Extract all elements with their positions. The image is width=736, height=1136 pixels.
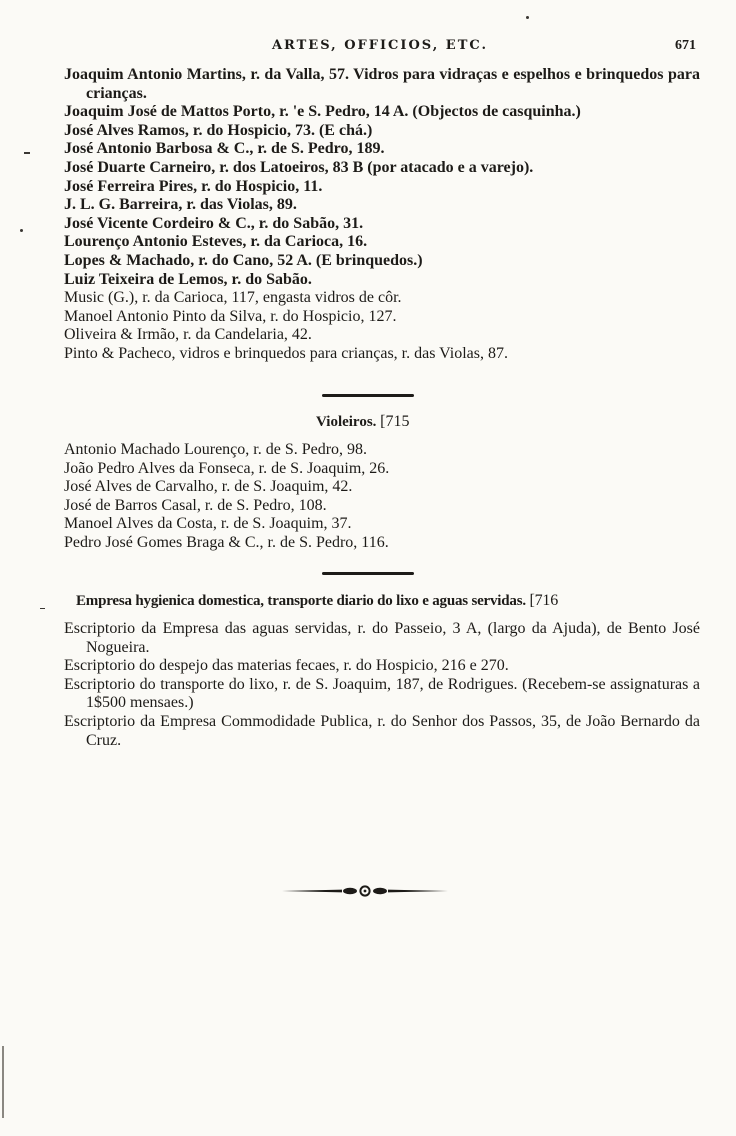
section-heading-violeiros xyxy=(316,413,410,431)
section-glassware-list xyxy=(64,66,700,364)
section-empresa-list xyxy=(64,620,700,750)
margin-speck xyxy=(20,229,23,232)
list-item: Escriptorio do transporte do lixo, r. de S. Joaquim, 187, de Rodrigues. (Recebem-se assignaturas a 1$500 mensaes.) xyxy=(64,675,700,712)
list-item: José Antonio Barbosa & C., r. de S. Pedro, 189. xyxy=(64,140,385,158)
ornament-fleuron xyxy=(280,884,450,898)
section-heading-text: Violeiros. xyxy=(316,414,377,430)
list-item: Escriptorio do despejo das materias fecaes, r. do Hospicio, 216 e 270. xyxy=(64,657,509,675)
list-item: Joaquim Antonio Martins, r. da Valla, 57. Vidros para vidraças e espelhos e brinquedos para crianças. xyxy=(64,66,700,102)
section-number: [716 xyxy=(529,592,558,609)
page-edge-shadow xyxy=(2,1046,4,1118)
list-item: Escriptorio da Empresa das aguas servidas, r. do Passeio, 3 A, (largo da Ajuda), de Bento José Nogueira. xyxy=(64,620,700,656)
list-item: José Alves Ramos, r. do Hospicio, 73. (E chá.) xyxy=(64,121,373,139)
running-head xyxy=(64,38,696,58)
list-item: José Ferreira Pires, r. do Hospicio, 11. xyxy=(64,177,323,195)
margin-speck xyxy=(40,608,45,609)
list-item: José Vicente Cordeiro & C., r. do Sabão, 31. xyxy=(64,214,364,232)
fleuron-ornament-icon xyxy=(280,884,450,898)
section-heading-empresa xyxy=(76,592,558,610)
list-item: João Pedro Alves da Fonseca, r. de S. Joaquim, 26. xyxy=(64,459,390,477)
section-heading-text: Empresa hygienica domestica, transporte diario do lixo e aguas servidas. xyxy=(76,593,526,609)
list-item: Pinto & Pacheco, vidros e brinquedos para crianças, r. das Violas, 87. xyxy=(64,344,508,362)
page-number: 671 xyxy=(675,38,696,53)
list-item: Escriptorio da Empresa Commodidade Publica, r. do Senhor dos Passos, 35, de João Bernardo da Cruz. xyxy=(64,712,700,749)
list-item: José Duarte Carneiro, r. dos Latoeiros, 83 B (por atacado e a varejo). xyxy=(64,158,534,176)
list-item: Manoel Alves da Costa, r. de S. Joaquim, 37. xyxy=(64,515,352,533)
margin-speck xyxy=(526,16,529,19)
list-item: Luiz Teixeira de Lemos, r. do Sabão. xyxy=(64,270,312,288)
list-item: Joaquim José de Mattos Porto, r. 'e S. Pedro, 14 A. (Objectos de casquinha.) xyxy=(64,103,581,121)
running-title: ARTES, OFFICIOS, ETC. xyxy=(271,38,489,53)
section-number: [715 xyxy=(380,413,410,430)
list-item: Oliveira & Irmão, r. da Candelaria, 42. xyxy=(64,326,312,344)
list-item: Pedro José Gomes Braga & C., r. de S. Pedro, 116. xyxy=(64,533,389,551)
list-item: Antonio Machado Lourenço, r. de S. Pedro, 98. xyxy=(64,441,368,458)
list-item: José de Barros Casal, r. de S. Pedro, 108. xyxy=(64,496,327,514)
list-item: J. L. G. Barreira, r. das Violas, 89. xyxy=(64,196,297,214)
section-divider xyxy=(322,572,414,575)
list-item: Lopes & Machado, r. do Cano, 52 A. (E brinquedos.) xyxy=(64,251,423,269)
section-violeiros-list xyxy=(64,441,700,553)
list-item: Lourenço Antonio Esteves, r. da Carioca, 16. xyxy=(64,233,368,251)
margin-speck xyxy=(24,152,30,154)
list-item: José Alves de Carvalho, r. de S. Joaquim, 42. xyxy=(64,478,353,496)
section-divider xyxy=(322,394,414,397)
list-item: Manoel Antonio Pinto da Silva, r. do Hospicio, 127. xyxy=(64,307,397,325)
list-item: Music (G.), r. da Carioca, 117, engasta vidros de côr. xyxy=(64,289,402,307)
